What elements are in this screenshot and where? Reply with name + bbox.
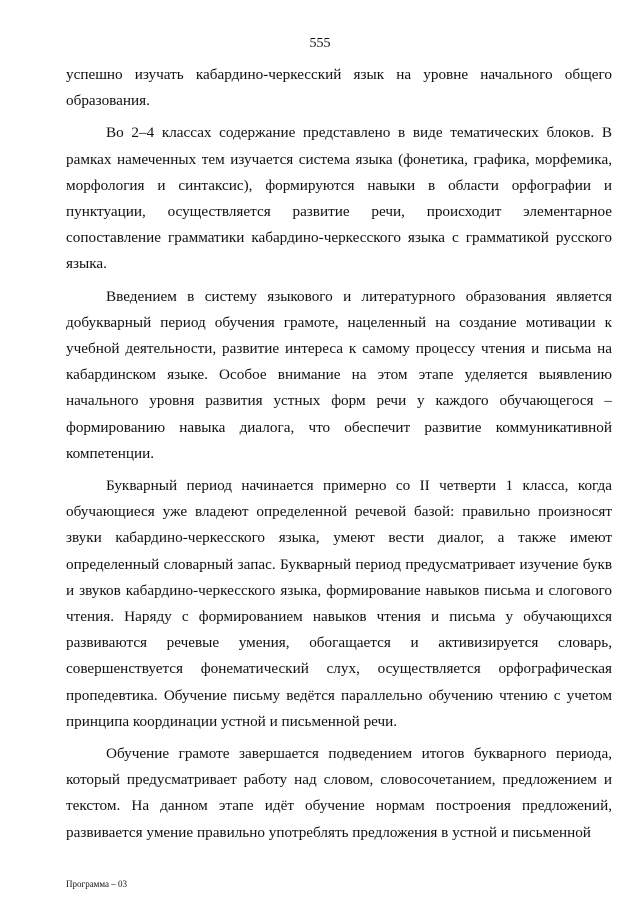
- paragraph-alphabet-period: Букварный период начинается примерно со II четверти 1 класса, когда обучающиеся уже владеют определенной речевой базой: правильно произносят звуки кабардино-черкесского языка, умеют вести диалог, а также имеют определенный словарный запас. Букварный период предусматривает изучение букв и звуков кабардино-черкесского языка, формирование навыков письма и слогового чтения. Наряду с формированием навыков чтения и письма у обучающихся развиваются речевые умения, обогащается и активизируется словарь, совершенствуется фонематический слух, осуществляется орфографическая пропедевтика. Обучение письму ведётся параллельно обучению чтению с учетом принципа координации устной и письменной речи.: [66, 477, 612, 730]
- page-number: 555: [309, 36, 331, 51]
- document-body: [66, 62, 612, 846]
- paragraph-continuation: успешно изучать кабардино-черкесский язык на уровне начального общего образования.: [66, 66, 612, 110]
- paragraph-pre-alphabet-period: Введением в систему языкового и литературного образования является добукварный период обучения грамоте, нацеленный на создание мотивации к учебной деятельности, развитие интереса к самому процессу чтения и письма на кабардинском языке. Особое внимание на этом этапе уделяется выявлению начального уровня развития устных форм речи у каждого обучающегося – формированию навыка диалога, что обеспечит развитие коммуникативной компетенции.: [66, 287, 612, 462]
- footer-label: Программа – 03: [66, 879, 128, 889]
- paragraph-literacy-completion: Обучение грамоте завершается подведением итогов букварного периода, который предусматривает работу над словом, словосочетанием, предложением и текстом. На данном этапе идёт обучение нормам построения предложений, развивается умение правильно употреблять предложения в устной и письменной: [66, 745, 612, 841]
- paragraph-thematic-blocks: Во 2–4 классах содержание представлено в виде тематических блоков. В рамках намеченных тем изучается система языка (фонетика, графика, морфемика, морфология и синтаксис), формируются навыки в области орфографии и пунктуации, осуществляется развитие речи, происходит элементарное сопоставление грамматики кабардино-черкесского языка с грамматикой русского языка.: [66, 124, 612, 273]
